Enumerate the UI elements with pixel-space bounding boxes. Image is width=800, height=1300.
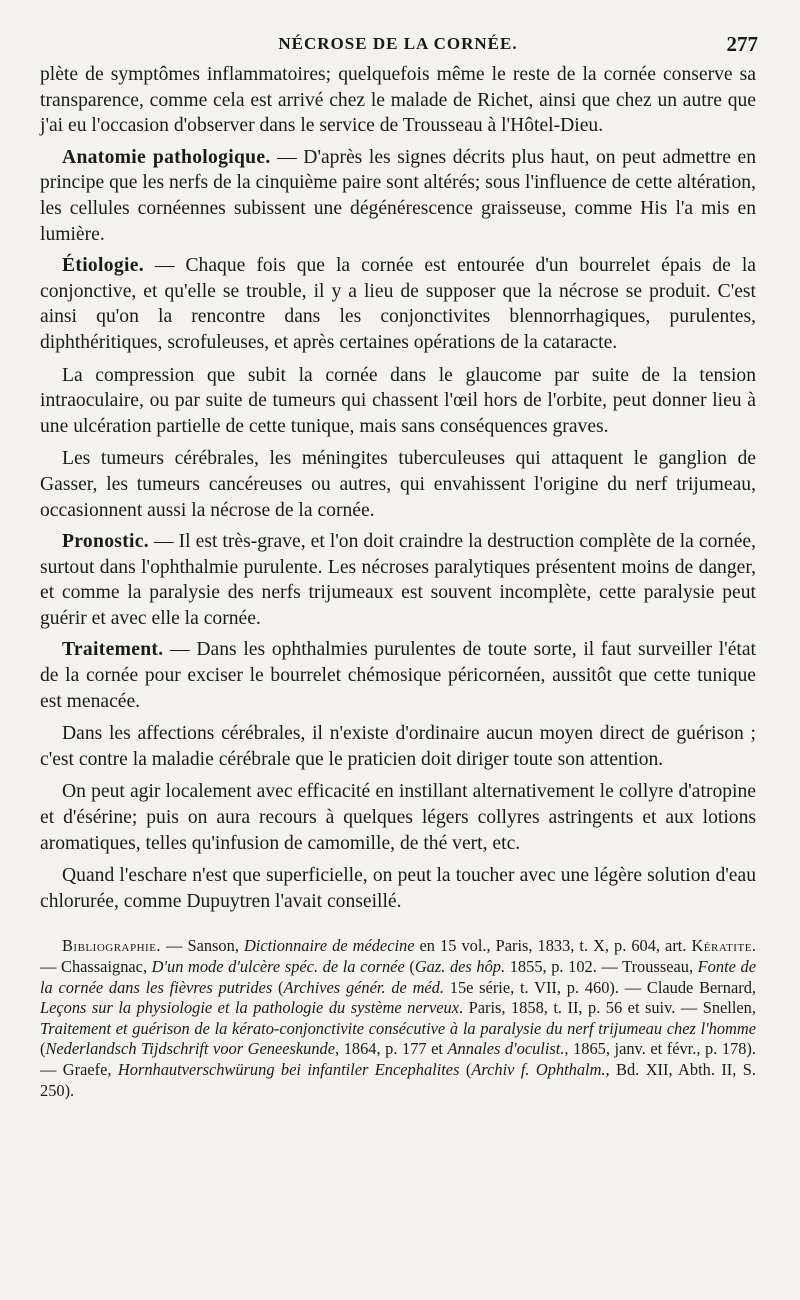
pronostic-text: — Il est très-grave, et l'on doit craindre la destruction complète de la cornée, surtout dans l'ophthalmie purulente. Les nécroses paralytiques présentent moins de danger, et comme la paralysie des nerfs trijumeaux est souvent incomplète, cette paralysie peut guérir et avec elle la cornée. <box>40 531 756 629</box>
traitement-text: — Dans les ophthalmies purulentes de toute sorte, il faut surveiller l'état de la cornée pour exciser le bourrelet chémosique péricornéen, aussitôt que cette tunique est menacée. <box>40 639 756 712</box>
biblio-text: , Bd. XII, Abth. II, S. 250). <box>40 1059 756 1100</box>
bibliography-label: Bibliographie. <box>62 936 162 956</box>
biblio-title: D'un mode d'ulcère spéc. de la cornée <box>151 957 405 976</box>
anatomie-text: — D'après les signes décrits plus haut, on peut admettre en principe que les nerfs de la cinquième paire sont altérés; sous l'influence de cette altération, les cellules cornéennes subissent une dégénérescence graisseuse, comme His l'a mis en lumière. <box>40 146 756 245</box>
traitement-heading: Traitement. <box>62 639 164 661</box>
biblio-text: ( <box>40 1039 46 1059</box>
biblio-text: , 1864, p. 177 et <box>335 1039 448 1059</box>
running-title: NÉCROSE DE LA CORNÉE. <box>278 34 518 53</box>
anatomie-heading: Anatomie pathologique. <box>62 146 271 168</box>
biblio-journal: Nederlandsch Tijdschrift voor Geneeskunde <box>45 1039 336 1059</box>
biblio-article: Kératite <box>691 936 752 956</box>
biblio-journal: Annales d'oculist. <box>447 1039 565 1059</box>
etiologie-heading: Étiologie. <box>62 255 144 277</box>
biblio-title: Fonte de la cornée dans les fièvres putrides <box>40 957 756 997</box>
pronostic-heading: Pronostic. <box>62 531 149 553</box>
running-head <box>40 30 756 62</box>
biblio-text: ( <box>272 977 284 997</box>
biblio-text: . Paris, 1858, t. II, p. 56 et suiv. — Snellen, <box>459 998 756 1018</box>
biblio-title: Dictionnaire de médecine <box>243 936 415 956</box>
biblio-text: ( <box>404 957 415 976</box>
traitement-paragraph-3: On peut agir localement avec efficacité en instillant alternativement le collyre d'atropine et d'ésérine; puis on aura recours à quelques légers collyres astringents et aux lotions aromatiques, telles qu'infusion de camomille, de thé vert, etc. <box>40 781 756 854</box>
etiologie-paragraph-3: Les tumeurs cérébrales, les méningites tuberculeuses qui attaquent le ganglion de Gasser, les tumeurs cancéreuses ou autres, qui envahissent l'origine du nerf trijumeau, occasionnent aussi la nécrose de la cornée. <box>40 448 756 521</box>
page-number: 277 <box>726 32 758 56</box>
etiologie-paragraph <box>40 253 756 355</box>
pronostic-paragraph <box>40 529 756 631</box>
biblio-journal: Gaz. des hôp. <box>414 957 506 976</box>
biblio-title: Traitement et guérison de la kérato-conjonctivite consécutive à la paralysie du nerf trijumeau chez l'homme <box>40 1018 756 1038</box>
biblio-text: en 15 vol., Paris, 1833, t. X, p. 604, art. <box>414 936 692 956</box>
biblio-title: Leçons sur la physiologie et la pathologie du système nerveux <box>40 998 460 1018</box>
traitement-paragraph <box>40 637 756 714</box>
bibliography <box>40 936 756 1101</box>
biblio-text: ( <box>459 1059 472 1079</box>
traitement-paragraph-4: Quand l'eschare n'est que superficielle, on peut la toucher avec une légère solution d'eau chlorurée, comme Dupuytren l'avait conseillé. <box>40 865 756 912</box>
body-text <box>40 62 756 914</box>
biblio-text: . — Chassaignac, <box>40 936 757 976</box>
biblio-text: 15e série, t. VII, p. 460). — Claude Bernard, <box>443 977 756 997</box>
intro-paragraph: plète de symptômes inflammatoires; quelquefois même le reste de la cornée conserve sa transparence, comme cela est arrivé chez le malade de Richet, ainsi que chez un autre que j'ai eu l'occasion d'observer dans le service de Trousseau à l'Hôtel-Dieu. <box>40 64 756 137</box>
biblio-text: — Sanson, <box>161 936 244 956</box>
biblio-title: Hornhautverschwürung bei infantiler Encephalites <box>117 1059 460 1079</box>
biblio-text: , 1865, janv. et févr., p. 178). — Graefe, <box>40 1039 756 1079</box>
anatomie-paragraph <box>40 145 756 247</box>
biblio-text: 1855, p. 102. — Trousseau, <box>505 957 698 976</box>
etiologie-paragraph-2: La compression que subit la cornée dans le glaucome par suite de la tension intraoculaire, ou par suite de tumeurs qui chassent l'œil hors de l'orbite, peut donner lieu à une ulcération partielle de cette tunique, mais sans conséquences graves. <box>40 364 756 437</box>
biblio-journal: Archiv f. Ophthalm. <box>471 1059 606 1079</box>
biblio-journal: Archives génér. de méd. <box>283 977 444 997</box>
etiologie-text: — Chaque fois que la cornée est entourée d'un bourrelet épais de la conjonctive, et qu'elle se trouble, il y a lieu de supposer que la nécrose se produit. C'est ainsi qu'on la rencontre dans les conjonctivites blennorrhagiques, purulentes, diphthéritiques, scrofuleuses, et après certaines opérations de la cataracte. <box>40 255 756 353</box>
traitement-paragraph-2: Dans les affections cérébrales, il n'existe d'ordinaire aucun moyen direct de guérison ; c'est contre la maladie cérébrale que le praticien doit diriger toute son attention. <box>40 723 756 770</box>
